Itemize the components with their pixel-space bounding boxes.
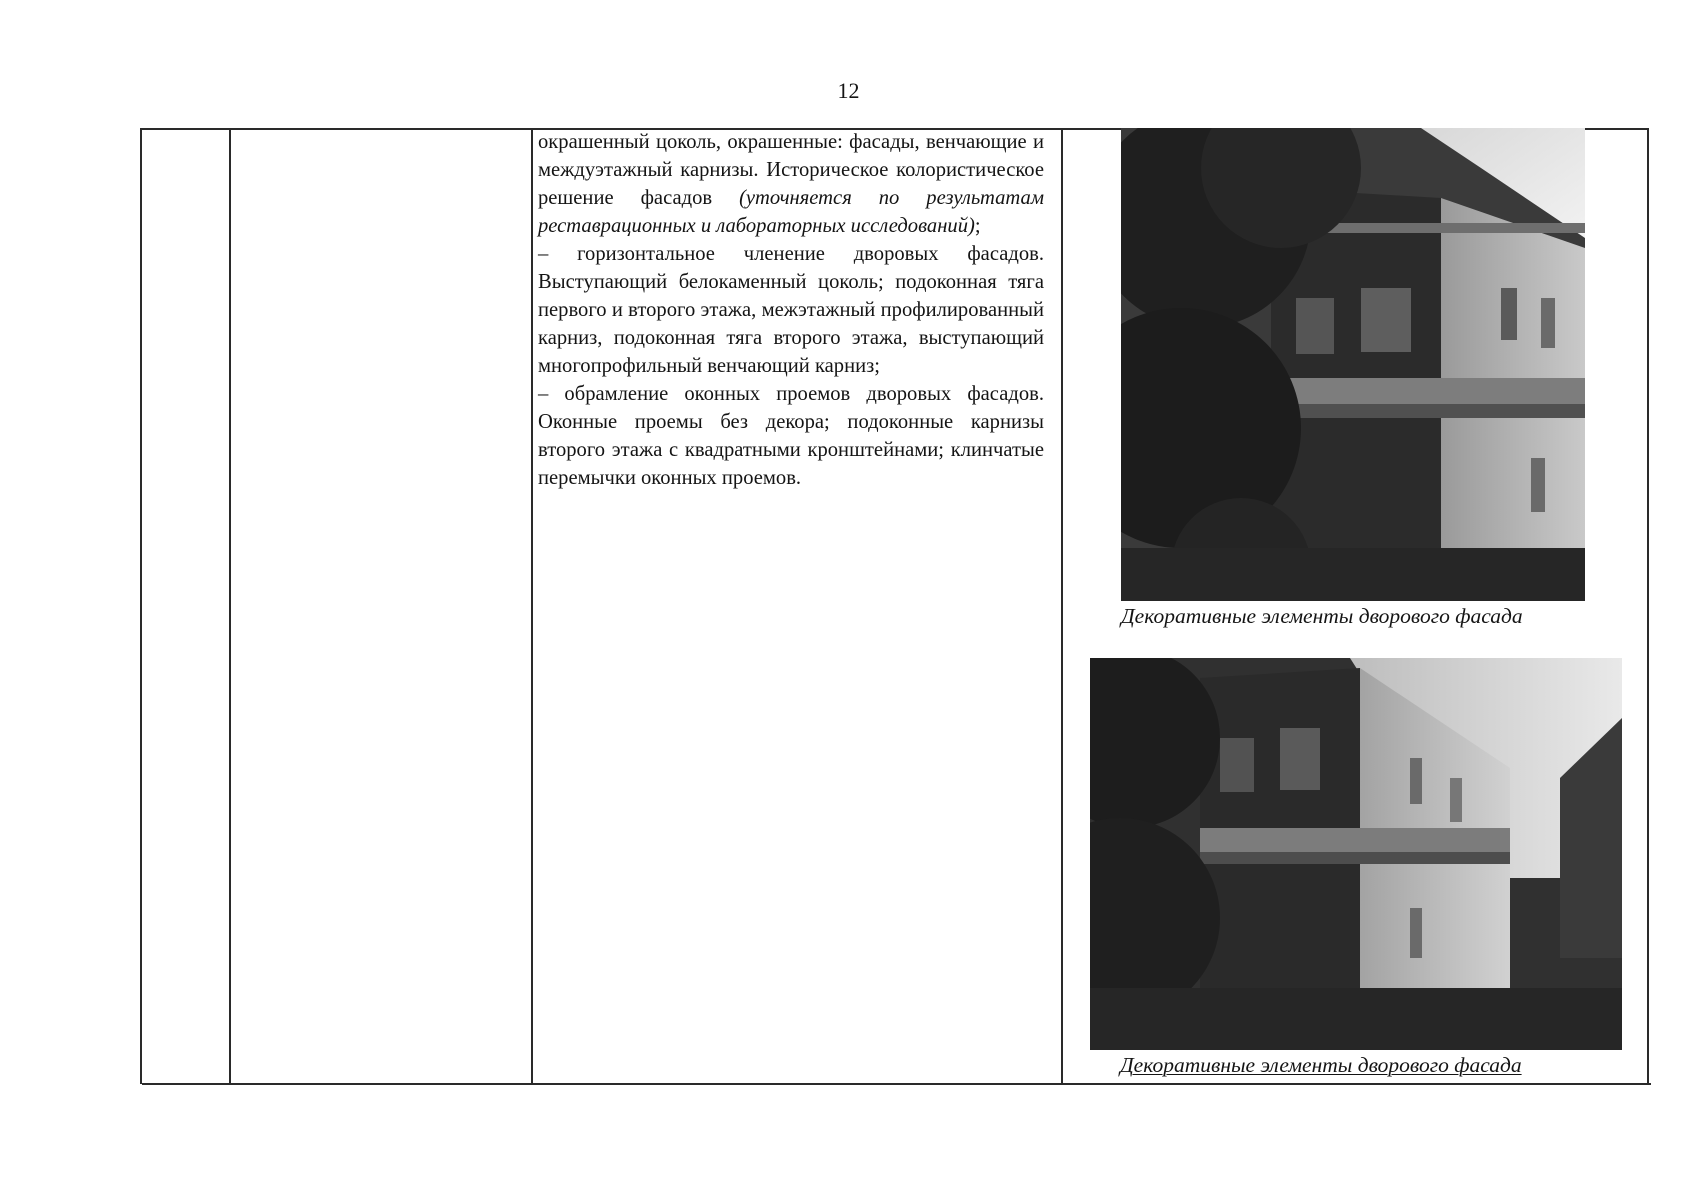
facade-photo-1 <box>1121 128 1585 601</box>
description-paragraph <box>538 380 1044 492</box>
table-right-border <box>1647 128 1649 1084</box>
description-italic-note: (уточняется по результатам реставрационных и лабораторных исследований) <box>538 187 1044 237</box>
column-divider-3 <box>1061 128 1063 1084</box>
description-text: – обрамление оконных проемов дворовых фасадов. Оконные проемы без декора; подоконные карнизы второго этажа с квадратными кронштейнами; клинчатые перемычки оконных проемов. <box>538 383 1044 489</box>
description-tail: ; <box>974 215 981 237</box>
description-paragraph <box>538 128 1044 240</box>
description-text: окрашенный цоколь, окрашенные: фасады, венчающие и междуэтажный карнизы. Историческое колористическое решение фасадов <box>538 131 1044 209</box>
page-number: 12 <box>837 78 860 103</box>
column-divider-2 <box>531 128 533 1084</box>
photo-caption-1: Декоративные элементы дворового фасада <box>1121 604 1523 628</box>
description-text: – горизонтальное членение дворовых фасадов. Выступающий белокаменный цоколь; подоконная тяга первого и второго этажа, межэтажный профилированный карниз, подоконная тяга второго этажа, выступающий многопрофильный венчающий карниз; <box>538 243 1044 377</box>
facade-photo-2 <box>1090 658 1622 1050</box>
photo-caption-2: Декоративные элементы дворового фасада <box>1120 1053 1522 1077</box>
table-bottom-border <box>142 1083 1651 1085</box>
description-paragraph <box>538 240 1044 380</box>
description-cell <box>538 128 1044 492</box>
column-divider-1 <box>229 128 231 1084</box>
table-left-border <box>140 128 142 1084</box>
